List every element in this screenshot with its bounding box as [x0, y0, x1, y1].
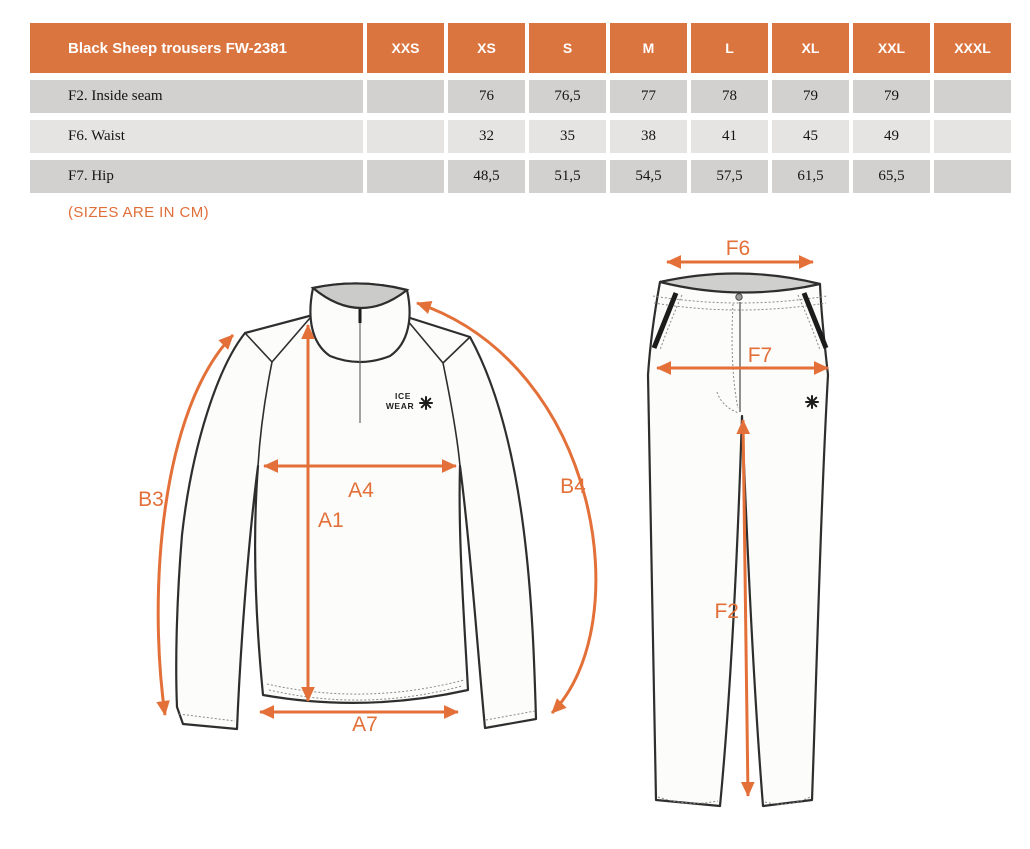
table-header-row	[30, 23, 1011, 73]
col-header-l: L	[691, 23, 768, 73]
size-cell	[934, 80, 1011, 113]
size-cell: 79	[772, 80, 849, 113]
size-cell: 45	[772, 120, 849, 153]
size-cell	[367, 120, 444, 153]
size-cell	[934, 160, 1011, 193]
row-label: F2. Inside seam	[30, 80, 363, 113]
table-row-waist	[30, 120, 1011, 153]
size-cell	[367, 160, 444, 193]
sizes-in-cm-note: (SIZES ARE IN CM)	[68, 204, 209, 221]
size-cell: 57,5	[691, 160, 768, 193]
col-header-xxxl: XXXL	[934, 23, 1011, 73]
trousers-body	[648, 274, 828, 806]
col-header-xxl: XXL	[853, 23, 930, 73]
label-a4: A4	[348, 479, 374, 502]
size-cell: 35	[529, 120, 606, 153]
snowflake-icon	[806, 396, 818, 408]
label-b3: B3	[138, 488, 164, 511]
size-cell: 51,5	[529, 160, 606, 193]
size-cell: 41	[691, 120, 768, 153]
size-cell: 78	[691, 80, 768, 113]
size-cell: 77	[610, 80, 687, 113]
size-cell: 54,5	[610, 160, 687, 193]
size-cell	[367, 80, 444, 113]
logo-line1: ICE	[395, 391, 411, 401]
label-f6: F6	[725, 240, 751, 260]
col-header-m: M	[610, 23, 687, 73]
sweater-diagram	[80, 275, 620, 775]
col-header-xl: XL	[772, 23, 849, 73]
label-f2: F2	[714, 600, 739, 623]
size-cell: 49	[853, 120, 930, 153]
table-row-hip	[30, 160, 1011, 193]
size-table	[26, 16, 1015, 200]
col-header-xxs: XXS	[367, 23, 444, 73]
size-cell: 79	[853, 80, 930, 113]
size-cell: 61,5	[772, 160, 849, 193]
snowflake-icon	[420, 397, 432, 409]
waist-button	[736, 294, 742, 300]
size-cell: 32	[448, 120, 525, 153]
label-a1: A1	[318, 509, 344, 532]
row-label: F7. Hip	[30, 160, 363, 193]
trousers-diagram	[620, 240, 910, 840]
size-cell	[934, 120, 1011, 153]
logo-line2: WEAR	[385, 401, 415, 411]
table-row-inside-seam	[30, 80, 1011, 113]
table-title: Black Sheep trousers FW-2381	[30, 23, 363, 73]
col-header-xs: XS	[448, 23, 525, 73]
size-cell: 38	[610, 120, 687, 153]
size-cell: 65,5	[853, 160, 930, 193]
sweater-body	[176, 315, 536, 729]
label-f7: F7	[747, 344, 773, 367]
size-cell: 76,5	[529, 80, 606, 113]
size-cell: 76	[448, 80, 525, 113]
row-label: F6. Waist	[30, 120, 363, 153]
col-header-s: S	[529, 23, 606, 73]
size-cell: 48,5	[448, 160, 525, 193]
label-a7: A7	[352, 713, 378, 736]
label-b4: B4	[560, 475, 586, 498]
